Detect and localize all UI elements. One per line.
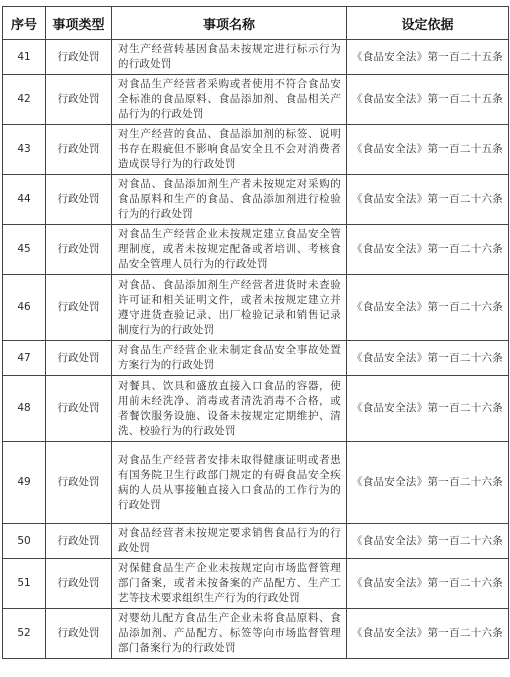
row-basis: 《食品安全法》第一百二十六条: [347, 609, 509, 659]
table-row: [3, 175, 509, 225]
table-row: [3, 341, 509, 376]
row-basis: 《食品安全法》第一百二十六条: [347, 275, 509, 341]
row-basis: 《食品安全法》第一百二十六条: [347, 341, 509, 376]
row-basis: 《食品安全法》第一百二十六条: [347, 559, 509, 609]
row-type: 行政处罚: [46, 175, 112, 225]
row-name: 对食品生产经营者采购或者使用不符合食品安全标准的食品原料、食品添加剂、食品相关产品行为的行政处罚: [112, 75, 347, 125]
administrative-penalty-table: [2, 6, 509, 659]
row-basis: 《食品安全法》第一百二十五条: [347, 75, 509, 125]
row-name: 对生产经营的食品、食品添加剂的标签、说明书存在瑕疵但不影响食品安全且不会对消费者造成误导行为的行政处罚: [112, 125, 347, 175]
row-basis: 《食品安全法》第一百二十六条: [347, 225, 509, 275]
row-number: 50: [3, 524, 46, 559]
table-row: [3, 442, 509, 524]
row-basis: 《食品安全法》第一百二十六条: [347, 442, 509, 524]
table-row: [3, 609, 509, 659]
header-serial-number: 序号: [3, 7, 46, 40]
row-name: 对食品生产经营企业未制定食品安全事故处置方案行为的行政处罚: [112, 341, 347, 376]
row-number: 48: [3, 376, 46, 442]
table-row: [3, 376, 509, 442]
row-type: 行政处罚: [46, 442, 112, 524]
row-number: 52: [3, 609, 46, 659]
row-name: 对食品生产经营企业未按规定建立食品安全管理制度，或者未按规定配备或者培训、考核食品安全管理人员行为的行政处罚: [112, 225, 347, 275]
row-name: 对食品、食品添加剂生产经营者进货时未查验许可证和相关证明文件，或者未按规定建立并遵守进货查验记录、出厂检验记录和销售记录制度行为的行政处罚: [112, 275, 347, 341]
table-header-row: [3, 7, 509, 40]
row-name: 对食品经营者未按规定要求销售食品行为的行政处罚: [112, 524, 347, 559]
row-type: 行政处罚: [46, 275, 112, 341]
header-item-type: 事项类型: [46, 7, 112, 40]
row-name: 对餐具、饮具和盛放直接入口食品的容器，使用前未经洗净、消毒或者清洗消毒不合格，或者餐饮服务设施、设备未按规定定期维护、清洗、校验行为的行政处罚: [112, 376, 347, 442]
row-name: 对保健食品生产企业未按规定向市场监督管理部门备案，或者未按备案的产品配方、生产工艺等技术要求组织生产行为的行政处罚: [112, 559, 347, 609]
header-item-name: 事项名称: [112, 7, 347, 40]
row-basis: 《食品安全法》第一百二十六条: [347, 524, 509, 559]
row-basis: 《食品安全法》第一百二十六条: [347, 376, 509, 442]
row-number: 47: [3, 341, 46, 376]
row-basis: 《食品安全法》第一百二十五条: [347, 125, 509, 175]
row-name: 对食品、食品添加剂生产者未按规定对采购的食品原料和生产的食品、食品添加剂进行检验行为的行政处罚: [112, 175, 347, 225]
row-basis: 《食品安全法》第一百二十六条: [347, 175, 509, 225]
table-row: [3, 559, 509, 609]
row-number: 44: [3, 175, 46, 225]
header-legal-basis: 设定依据: [347, 7, 509, 40]
row-number: 41: [3, 40, 46, 75]
row-type: 行政处罚: [46, 40, 112, 75]
table-row: [3, 125, 509, 175]
row-number: 43: [3, 125, 46, 175]
row-type: 行政处罚: [46, 125, 112, 175]
row-type: 行政处罚: [46, 609, 112, 659]
row-name: 对食品生产经营者安排未取得健康证明或者患有国务院卫生行政部门规定的有碍食品安全疾病的人员从事接触直接入口食品的工作行为的行政处罚: [112, 442, 347, 524]
row-type: 行政处罚: [46, 376, 112, 442]
row-name: 对生产经营转基因食品未按规定进行标示行为的行政处罚: [112, 40, 347, 75]
table-row: [3, 275, 509, 341]
row-type: 行政处罚: [46, 524, 112, 559]
row-type: 行政处罚: [46, 559, 112, 609]
row-number: 42: [3, 75, 46, 125]
row-name: 对婴幼儿配方食品生产企业未将食品原料、食品添加剂、产品配方、标签等向市场监督管理部门备案行为的行政处罚: [112, 609, 347, 659]
row-basis: 《食品安全法》第一百二十五条: [347, 40, 509, 75]
table-row: [3, 524, 509, 559]
row-number: 49: [3, 442, 46, 524]
table-row: [3, 40, 509, 75]
row-number: 51: [3, 559, 46, 609]
table-row: [3, 75, 509, 125]
row-number: 46: [3, 275, 46, 341]
table-row: [3, 225, 509, 275]
row-number: 45: [3, 225, 46, 275]
row-type: 行政处罚: [46, 75, 112, 125]
row-type: 行政处罚: [46, 341, 112, 376]
row-type: 行政处罚: [46, 225, 112, 275]
